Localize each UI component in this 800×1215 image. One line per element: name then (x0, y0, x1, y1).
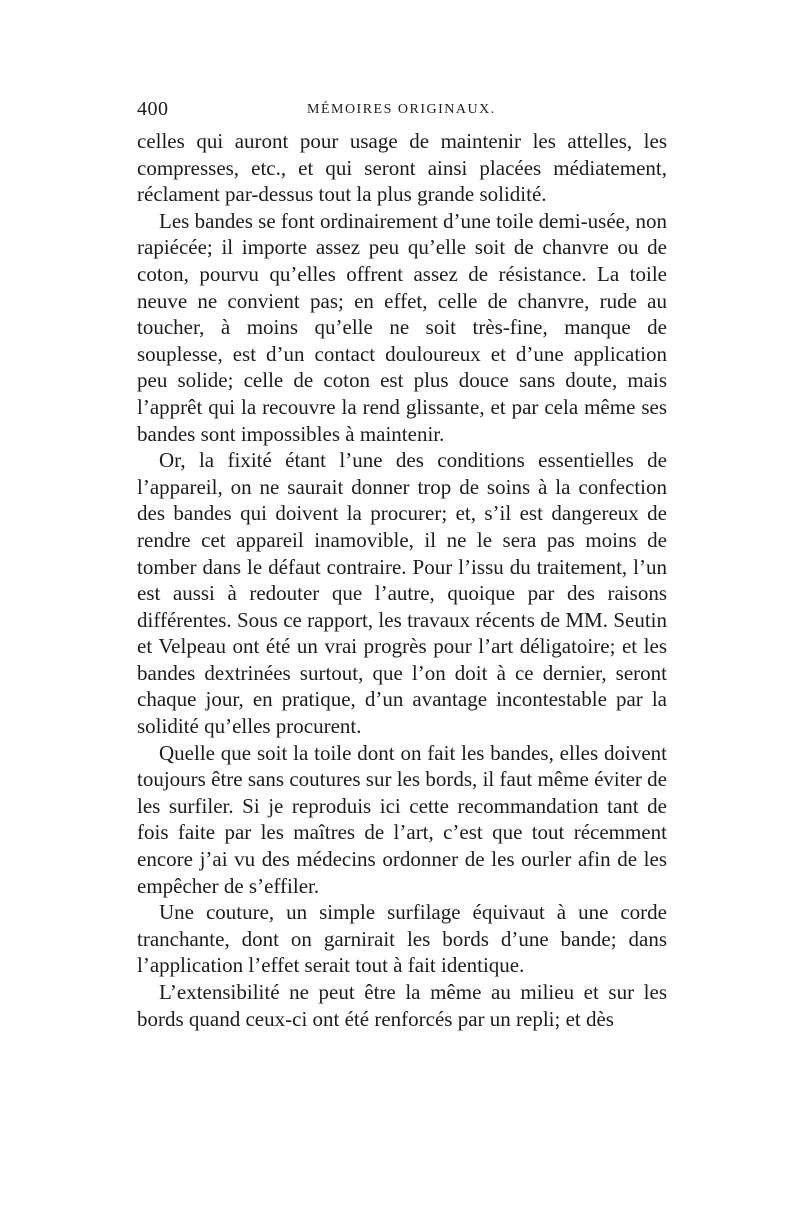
paragraph: Les bandes se font ordinairement d’une toile demi-usée, non rapiécée; il importe assez peu qu’elle soit de chanvre ou de coton, pourvu qu’elles offrent assez de résistance. La toile neuve ne convient pas; en effet, celle de chanvre, rude au toucher, à moins qu’elle ne soit très-fine, manque de souplesse, est d’un contact douloureux et d’une application peu solide; celle de coton est plus douce sans doute, mais l’apprêt qui la recouvre la rend glissante, et par cela même ses bandes sont impossibles à maintenir. (137, 208, 667, 446)
body-text (137, 128, 667, 1032)
paragraph: L’extensibilité ne peut être la même au milieu et sur les bords quand ceux-ci ont été renforcés par un repli; et dès (137, 980, 667, 1031)
book-page (137, 98, 667, 1032)
paragraph: Or, la fixité étant l’une des conditions essentielles de l’appareil, on ne saurait donner trop de soins à la confection des bandes qui doivent la procurer; et, s’il est dangereux de rendre cet appareil inamovible, il ne le sera pas moins de tomber dans le défaut contraire. Pour l’issu du traitement, l’un est aussi à redouter que l’autre, quoique par des raisons différentes. Sous ce rapport, les travaux récents de MM. Seutin et Velpeau ont été un vrai progrès pour l’art déligatoire; et les bandes dextrinées surtout, que l’on doit à ce dernier, seront chaque jour, en pratique, d’un avantage incontestable par la solidité qu’elles procurent. (137, 448, 667, 739)
running-title: MÉMOIRES ORIGINAUX. (307, 102, 496, 117)
paragraph: Quelle que soit la toile dont on fait les bandes, elles doivent toujours être sans coutures sur les bords, il faut même éviter de les surfiler. Si je reproduis ici cette recommandation tant de fois faite par les maîtres de l’art, c’est que tout récemment encore j’ai vu des médecins ordonner de les ourler afin de les empêcher de s’effiler. (137, 740, 667, 898)
paragraph: celles qui auront pour usage de maintenir les attelles, les compresses, etc., et qui seront ainsi placées médiatement, réclament par-dessus tout la plus grande solidité. (137, 129, 667, 207)
paragraph: Une couture, un simple surfilage équivaut à une corde tranchante, dont on garnirait les bords d’une bande; dans l’application l’effet serait tout à fait identique. (137, 900, 667, 978)
running-header (137, 98, 667, 128)
page-number: 400 (137, 98, 169, 120)
